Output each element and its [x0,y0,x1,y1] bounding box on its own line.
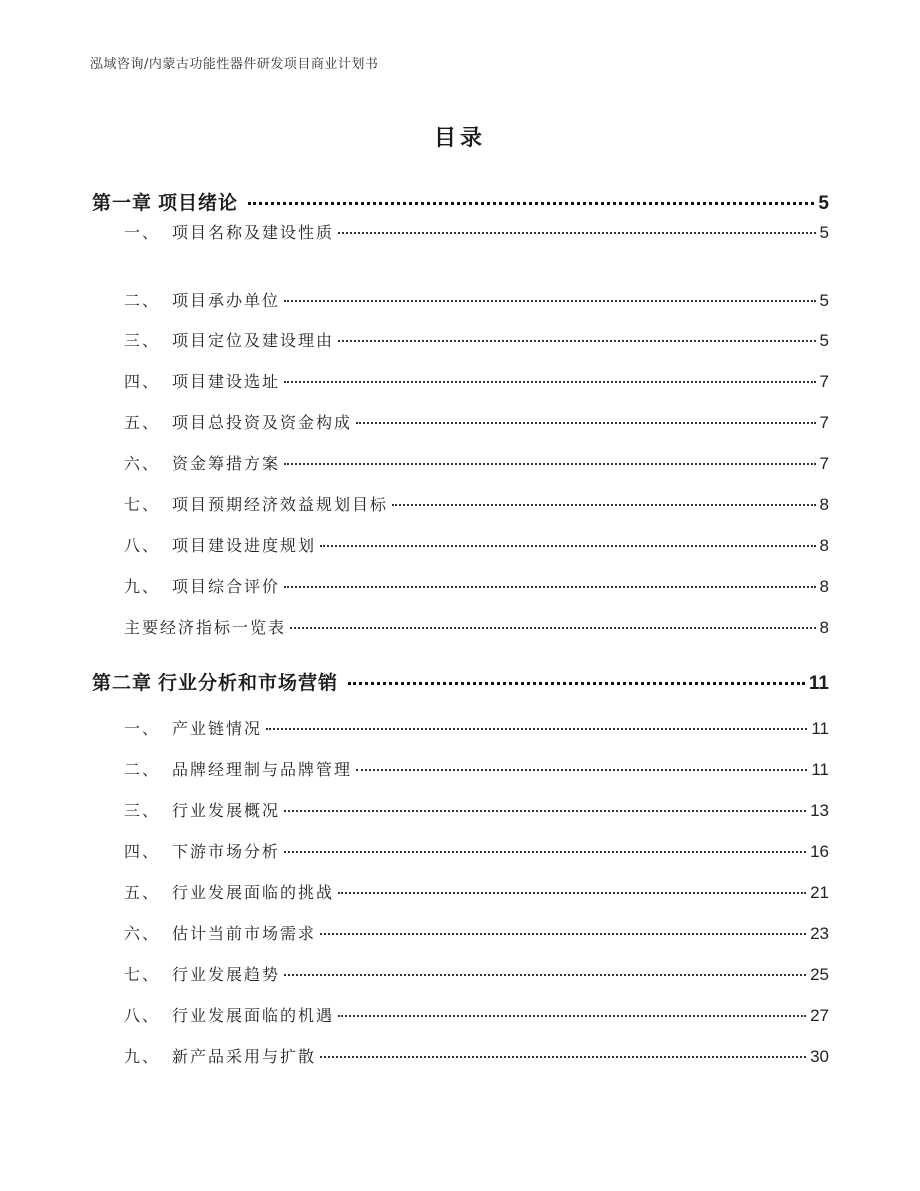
toc-entry-label: 估计当前市场需求 [172,924,317,943]
toc-entry-page-number: 8 [819,495,829,514]
dot-leader [266,728,807,730]
toc-entry-page-number: 27 [810,1006,829,1025]
toc-entry-number: 第一章 [92,192,153,214]
toc-entry-label: 行业分析和市场营销 [158,672,339,694]
toc-entry-label: 品牌经理制与品牌管理 [172,760,353,779]
dot-leader [284,810,806,812]
toc-entry-page-number: 5 [819,331,829,350]
toc-entry-label: 项目预期经济效益规划目标 [172,495,389,514]
toc-section-entry[interactable] [124,574,829,597]
dot-leader [356,422,816,424]
toc-entry-number: 二、 [124,760,161,779]
toc-entry-label: 行业发展面临的挑战 [172,883,335,902]
toc-entry-number: 五、 [124,413,161,432]
toc-entry-page-number: 5 [818,193,829,214]
toc-section-entry[interactable] [124,716,829,739]
toc-entry-label: 项目名称及建设性质 [172,223,335,242]
toc-entry-page-number: 16 [810,842,829,861]
dot-leader [392,504,816,506]
toc-entry-number: 六、 [124,454,161,473]
toc-section-entry[interactable] [124,1003,829,1026]
toc-entry-page-number: 8 [819,577,829,596]
dot-leader [348,682,805,685]
toc-entry-page-number: 8 [819,618,829,637]
dot-leader [320,545,816,547]
toc-section-entry[interactable] [124,492,829,515]
toc-entry-page-number: 11 [811,719,829,738]
toc-entry-page-number: 25 [810,965,829,984]
toc-entry-page-number: 11 [808,673,829,694]
toc-section-entry[interactable] [124,921,829,944]
dot-leader [338,892,806,894]
toc-section-entry[interactable] [124,615,829,638]
dot-leader [338,340,816,342]
dot-leader [284,381,816,383]
toc-entry-number: 五、 [124,883,161,902]
toc-entry-page-number: 21 [810,883,829,902]
toc-entry-number: 二、 [124,291,161,310]
toc-entry-number: 七、 [124,495,161,514]
dot-leader [284,463,816,465]
toc-entry-label: 项目综合评价 [172,577,281,596]
toc-section-entry[interactable] [124,798,829,821]
toc-entry-page-number: 7 [819,454,829,473]
dot-leader [284,851,806,853]
dot-leader [248,202,814,205]
toc-chapter-entry[interactable] [92,188,829,215]
toc-entry-label: 项目绪论 [158,192,239,214]
toc-section-entry[interactable] [124,288,829,311]
toc-entry-number: 八、 [124,536,161,555]
toc-entry-label: 下游市场分析 [172,842,281,861]
toc-section-entry[interactable] [124,1044,829,1067]
toc-section-entry[interactable] [124,533,829,556]
dot-leader [338,1015,806,1017]
dot-leader [290,627,816,629]
toc-section-entry[interactable] [124,451,829,474]
toc-entry-number: 一、 [124,223,161,242]
toc-entry-label: 行业发展面临的机遇 [172,1006,335,1025]
toc-entry-number: 九、 [124,577,161,596]
toc-entry-page-number: 7 [819,413,829,432]
toc-entry-number: 八、 [124,1006,161,1025]
dot-leader [356,769,807,771]
toc-entry-number: 第二章 [92,672,153,694]
toc-entry-number: 六、 [124,924,161,943]
toc-section-entry[interactable] [124,839,829,862]
toc-entry-label: 主要经济指标一览表 [124,618,287,637]
toc-entry-page-number: 30 [810,1047,829,1066]
toc-entry-number: 四、 [124,842,161,861]
toc-entry-page-number: 7 [819,372,829,391]
toc-entry-label: 新产品采用与扩散 [172,1047,317,1066]
toc-entry-number: 九、 [124,1047,161,1066]
toc-entry-page-number: 13 [810,801,829,820]
toc-entry-page-number: 5 [819,291,829,310]
toc-entry-label: 项目定位及建设理由 [172,331,335,350]
toc-entry-number: 三、 [124,801,161,820]
toc-section-entry[interactable] [124,757,829,780]
toc-entry-number: 七、 [124,965,161,984]
toc-entry-page-number: 23 [810,924,829,943]
toc-entry-label: 项目建设进度规划 [172,536,317,555]
toc-entry-label: 资金筹措方案 [172,454,281,473]
toc-entry-label: 产业链情况 [172,719,263,738]
toc-section-entry[interactable] [124,962,829,985]
running-header: 泓域咨询/内蒙古功能性器件研发项目商业计划书 [90,57,379,72]
dot-leader [284,974,806,976]
toc-entry-label: 行业发展趋势 [172,965,281,984]
toc-section-entry[interactable] [124,880,829,903]
toc-section-entry[interactable] [124,410,829,433]
toc-entry-label: 项目总投资及资金构成 [172,413,353,432]
dot-leader [320,933,806,935]
toc-section-entry[interactable] [124,220,829,243]
toc-entry-number: 四、 [124,372,161,391]
dot-leader [320,1056,806,1058]
toc-entry-label: 项目承办单位 [172,291,281,310]
dot-leader [284,586,816,588]
toc-entry-label: 项目建设选址 [172,372,281,391]
toc-section-entry[interactable] [124,369,829,392]
toc-entry-page-number: 11 [811,760,829,779]
dot-leader [338,232,816,234]
dot-leader [284,300,816,302]
toc-entry-page-number: 5 [819,223,829,242]
toc-title: 目录 [433,126,486,151]
toc-entry-label: 行业发展概况 [172,801,281,820]
toc-section-entry[interactable] [124,328,829,351]
toc-entry-page-number: 8 [819,536,829,555]
toc-entry-number: 三、 [124,331,161,350]
toc-entry-number: 一、 [124,719,161,738]
toc-chapter-entry[interactable] [92,668,829,695]
